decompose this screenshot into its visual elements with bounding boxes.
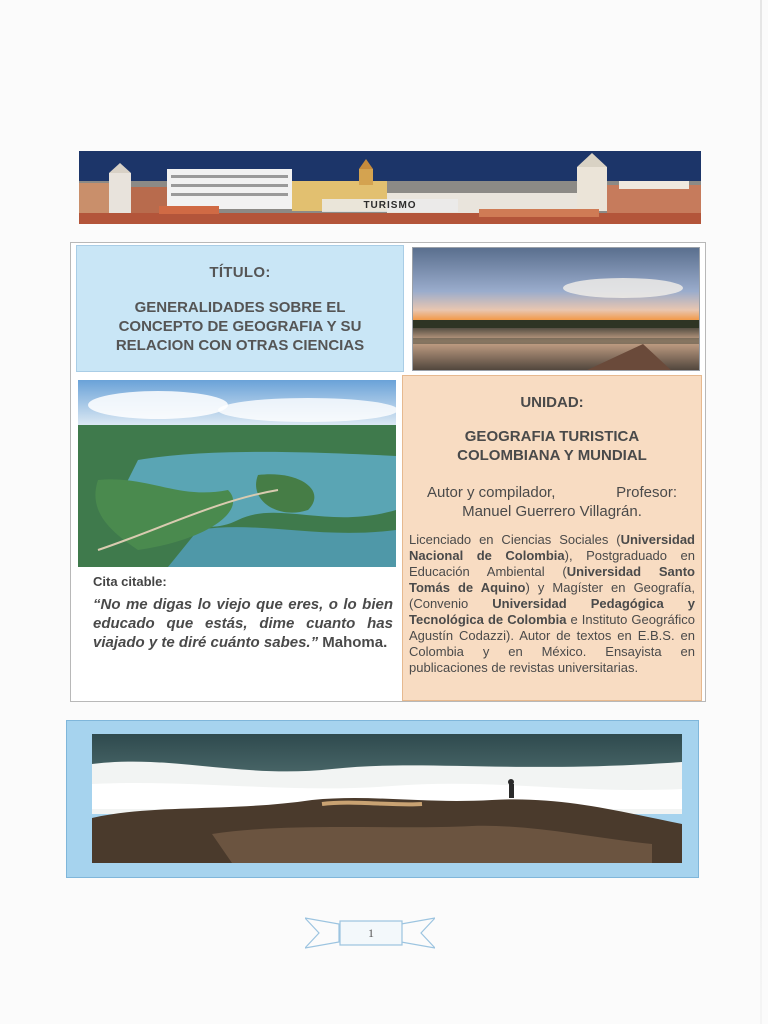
bio-text: Licenciado en Ciencias Sociales ( <box>409 532 621 547</box>
bio-university: Universidad Santo Tomás de Aquino <box>409 564 695 595</box>
author-credit <box>403 483 701 521</box>
quote-text <box>93 595 393 652</box>
banner-label: TURISMO <box>322 199 458 212</box>
page-number: 1 <box>368 926 374 940</box>
rocky-coast-image <box>92 734 682 863</box>
title-label: TÍTULO: <box>209 264 271 281</box>
turismo-banner <box>79 151 701 224</box>
author-bio <box>403 532 701 676</box>
document-title <box>77 298 403 355</box>
city-skyline-image <box>79 151 701 224</box>
bio-university: Universidad Pedagógica y Tecnológica de Colombia <box>409 596 695 627</box>
author-role: Profesor: <box>616 484 677 501</box>
unit-label: UNIDAD: <box>520 394 584 411</box>
unit-line: COLOMBIANA Y MUNDIAL <box>457 447 647 464</box>
author-label: Autor y compilador, <box>427 484 556 501</box>
unit-line: GEOGRAFIA TURISTICA <box>464 428 640 445</box>
quote-author: Mahoma. <box>318 634 388 651</box>
sunset-lake-photo <box>412 247 700 371</box>
quote-label: Cita citable: <box>93 574 167 589</box>
bio-text: ) y Magíster en Geografía, (Convenio <box>409 580 695 611</box>
sunset-image <box>413 248 700 371</box>
quote-block <box>93 574 393 684</box>
guatape-lake-photo <box>78 380 396 567</box>
coast-photo <box>92 734 682 863</box>
bio-text: ), Postgraduado en Educación Ambiental ( <box>409 548 695 579</box>
title-line: RELACION CON OTRAS CIENCIAS <box>115 337 365 354</box>
title-block <box>76 245 404 372</box>
unit-block <box>402 375 702 701</box>
bio-university: Universidad Nacional de Colombia <box>409 532 695 563</box>
page-edge <box>760 0 762 1024</box>
lake-islands-image <box>78 380 396 567</box>
bio-text: e Instituto Geográfico Agustín Codazzi). Autor de textos en E.B.S. en Colombia y en México. Ensayista en publicaciones de revistas universitarias. <box>409 612 695 675</box>
title-line: CONCEPTO DE GEOGRAFIA Y SU <box>118 318 362 335</box>
content-grid <box>70 242 706 702</box>
title-line: GENERALIDADES SOBRE EL <box>134 299 346 316</box>
quote-body: “No me digas lo viejo que eres, o lo bien educado que estás, dime cuanto has viajado y te diré cuánto sabes.” <box>93 596 393 651</box>
author-name: Manuel Guerrero Villagrán. <box>462 503 642 520</box>
coast-photo-frame <box>66 720 699 878</box>
unit-title <box>403 427 701 465</box>
